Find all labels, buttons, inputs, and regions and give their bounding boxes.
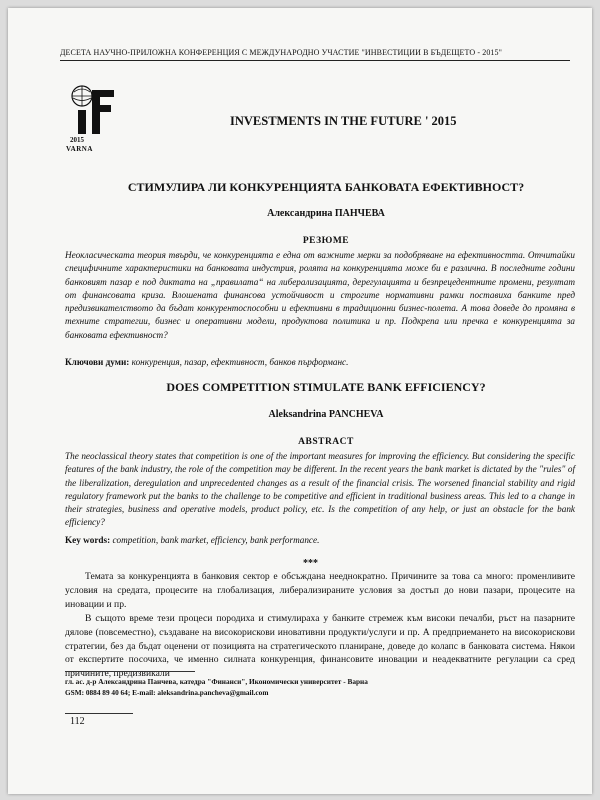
keywords-label-en: Key words: xyxy=(65,535,111,545)
footnote-affiliation: гл. ас. д-р Александрина Панчева, катедра "Финанси", Икономически университет - Варна xyxy=(65,677,368,686)
article-title-bg: СТИМУЛИРА ЛИ КОНКУРЕНЦИЯТА БАНКОВАТА ЕФЕКТИВНОСТ? xyxy=(127,180,525,194)
section-separator: *** xyxy=(303,558,318,569)
keywords-value-bg: конкуренция, пазар, ефективност, банков пърформанс. xyxy=(131,357,349,367)
page-number-rule xyxy=(65,713,133,714)
author-name-en: Aleksandrina PANCHEVA xyxy=(268,409,384,420)
abstract-bg: Неокласическата теория твърди, че конкуренцията е една от важните мерки за подобряване на ефективността. Отчитайки специфичните характеристики на банковата индустрия, ролята на конкуренцията може би е различна. В последните години банковият пазар е под диктата на „правилата“ на либерализацията, дерегулацията и безпрецедентните промени, резултат от финансовата криза. Влошената финансова устойчивост и строгите нормативни рамки поставиха банките пред предизвикателството да бъдат конкурентоспособни и ефективни в традиционни бизнес-полета. А това доведе до промяна в техните стратегии, бизнес и оперативни модели, продуктова политика и пр. Подкрепа или пречка е конкуренцията за банковата ефективност? xyxy=(65,250,575,340)
keywords-en xyxy=(65,534,575,547)
keywords-label-bg: Ключови думи: xyxy=(65,357,130,367)
conference-header: ДЕСЕТА НАУЧНО-ПРИЛОЖНА КОНФЕРЕНЦИЯ С МЕЖДУНАРОДНО УЧАСТИЕ "ИНВЕСТИЦИИ В БЪДЕЩЕТО - 2015" xyxy=(60,48,502,57)
article-title-en: DOES COMPETITION STIMULATE BANK EFFICIENCY? xyxy=(166,380,486,394)
paragraph-2: В същото време тези процеси породиха и стимулираха у банките стремеж към високи печалби, ръст на пазарните дялове (повсеместно), създаване на високорискови иновативни продукти/услуги и пр. А предприемането на високорискови стратегии, без да бъдат оценени от позицията на стратегическото планиране, доведе до колапс в банковата система. Някои от експертите посочиха, че именно силната конкуренция, финансовите иновации и неадекватните регулации са сред причините, предизвикали xyxy=(65,612,575,680)
journal-title: INVESTMENTS IN THE FUTURE ' 2015 xyxy=(230,114,457,128)
document-page xyxy=(8,8,592,794)
footnote-contact: GSM: 0884 89 40 64; E-mail: aleksandrina.pancheva@gmail.com xyxy=(65,688,269,697)
footnote-rule xyxy=(65,671,195,672)
body-text xyxy=(65,570,575,681)
keywords-bg xyxy=(65,356,575,369)
author-name-bg: Александрина ПАНЧЕВА xyxy=(267,208,385,219)
abstract-heading-bg: РЕЗЮМЕ xyxy=(302,236,350,246)
logo-city: VARNA xyxy=(66,145,93,153)
author-footnote xyxy=(65,676,575,698)
keywords-value-en: competition, bank market, efficiency, bank performance. xyxy=(112,535,320,545)
abstract-heading-en: ABSTRACT xyxy=(298,437,354,447)
abstract-en: The neoclassical theory states that competition is one of the important measures for improving the efficiency. But considering the specific features of the bank industry, the role of the competition may be different. In the recent years the bank market is dictated by the "rules" of the liberalization, deregulation and unprecedented changes as a result of the financial crisis. The worsened financial stability and rigid regulatory framework put the banks to the challenge to be competitive and efficient in traditional business areas. This led to a change in their strategies, business and operative models, product policy, etc. Is the competition of any help, or just an obstacle for the bank efficiency? xyxy=(65,451,575,528)
paragraph-1: Темата за конкуренцията в банковия сектор е обсъждана нееднократно. Причините за това са много: променливите условия на средата, процесите на глобализация, либерализираните условия за достъп до нови пазари, процесите на иновации и пр. xyxy=(65,571,575,610)
page-number: 112 xyxy=(70,716,85,727)
logo-year: 2015 xyxy=(70,136,84,144)
header-rule xyxy=(60,60,570,61)
